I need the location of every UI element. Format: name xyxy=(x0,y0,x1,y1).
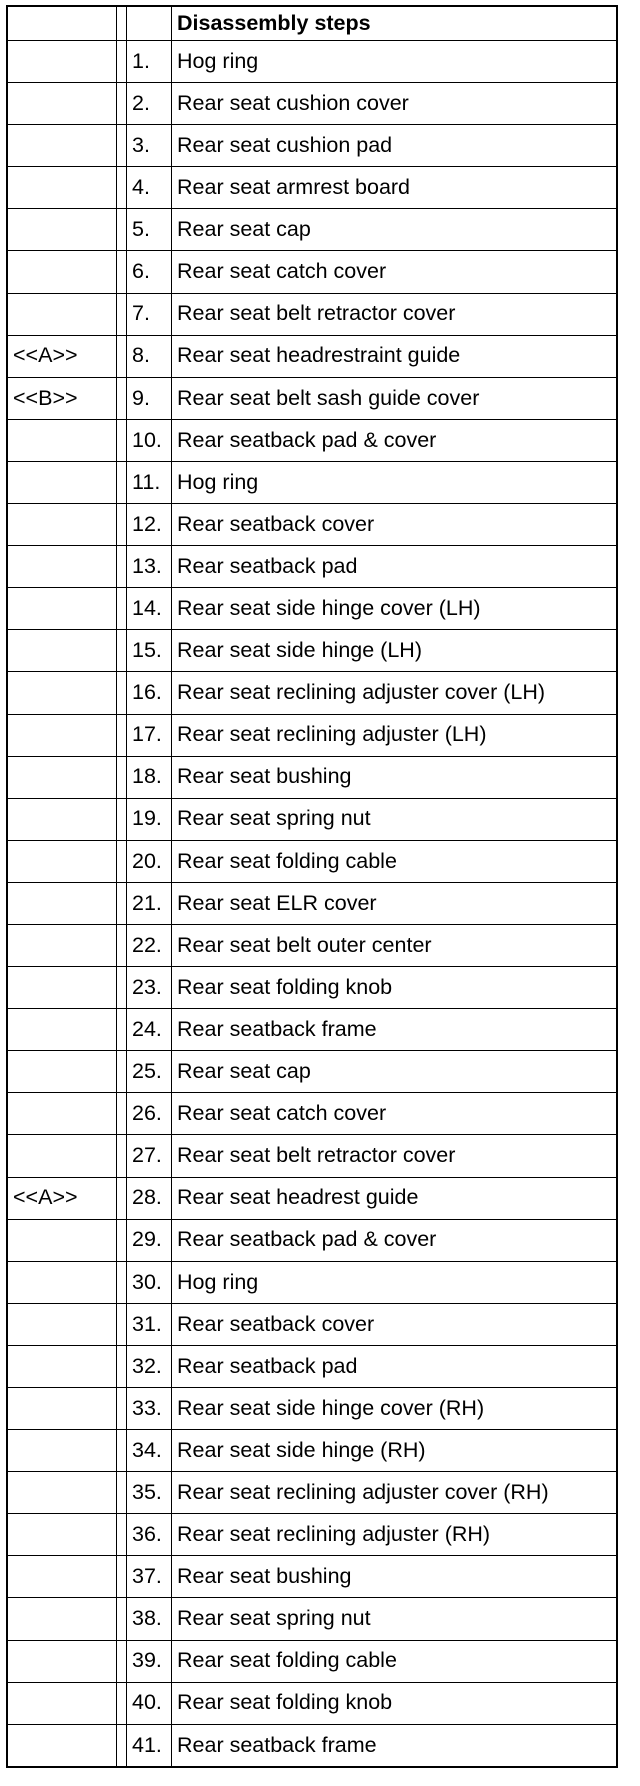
table-row xyxy=(7,1598,617,1640)
table-row xyxy=(7,882,617,924)
step-name: Rear seat side hinge (RH) xyxy=(172,1430,618,1472)
step-code xyxy=(7,1093,117,1135)
step-number: 13. xyxy=(127,546,172,588)
step-gap xyxy=(117,1219,127,1261)
table-row xyxy=(7,1177,617,1219)
table-row xyxy=(7,840,617,882)
step-code xyxy=(7,798,117,840)
step-number: 37. xyxy=(127,1556,172,1598)
step-gap xyxy=(117,504,127,546)
table-row xyxy=(7,1219,617,1261)
step-name: Rear seat side hinge (LH) xyxy=(172,630,618,672)
table-row xyxy=(7,83,617,125)
table-row xyxy=(7,1345,617,1387)
step-number: 19. xyxy=(127,798,172,840)
step-gap xyxy=(117,1261,127,1303)
step-code xyxy=(7,924,117,966)
step-code xyxy=(7,1219,117,1261)
step-number: 34. xyxy=(127,1430,172,1472)
step-gap xyxy=(117,1598,127,1640)
step-gap xyxy=(117,251,127,293)
step-name: Rear seat folding knob xyxy=(172,1682,618,1724)
step-code xyxy=(7,209,117,251)
step-number: 9. xyxy=(127,377,172,419)
table-row xyxy=(7,1303,617,1345)
step-name: Rear seat catch cover xyxy=(172,251,618,293)
step-gap xyxy=(117,293,127,335)
step-gap xyxy=(117,419,127,461)
step-code xyxy=(7,1640,117,1682)
step-code xyxy=(7,1345,117,1387)
step-name: Rear seat reclining adjuster cover (LH) xyxy=(172,672,618,714)
step-code xyxy=(7,293,117,335)
step-name: Rear seatback pad xyxy=(172,546,618,588)
step-number: 38. xyxy=(127,1598,172,1640)
step-gap xyxy=(117,1388,127,1430)
step-number: 23. xyxy=(127,967,172,1009)
table-row xyxy=(7,1261,617,1303)
step-number: 16. xyxy=(127,672,172,714)
step-gap xyxy=(117,546,127,588)
step-gap xyxy=(117,1514,127,1556)
step-name: Rear seat cap xyxy=(172,1051,618,1093)
table-row xyxy=(7,461,617,503)
step-code xyxy=(7,1051,117,1093)
step-code: <<A>> xyxy=(7,335,117,377)
step-name: Rear seat bushing xyxy=(172,756,618,798)
step-number: 33. xyxy=(127,1388,172,1430)
step-number: 12. xyxy=(127,504,172,546)
step-number: 26. xyxy=(127,1093,172,1135)
step-name: Rear seat ELR cover xyxy=(172,882,618,924)
table-row xyxy=(7,756,617,798)
step-number: 14. xyxy=(127,588,172,630)
table-row xyxy=(7,167,617,209)
table-row xyxy=(7,419,617,461)
step-name: Rear seatback pad xyxy=(172,1345,618,1387)
step-code xyxy=(7,1388,117,1430)
step-name: Rear seat armrest board xyxy=(172,167,618,209)
step-number: 25. xyxy=(127,1051,172,1093)
step-gap xyxy=(117,1640,127,1682)
step-number: 27. xyxy=(127,1135,172,1177)
step-name: Rear seat catch cover xyxy=(172,1093,618,1135)
step-number: 21. xyxy=(127,882,172,924)
step-code xyxy=(7,588,117,630)
table-row xyxy=(7,1724,617,1767)
step-name: Rear seatback frame xyxy=(172,1724,618,1767)
step-gap xyxy=(117,672,127,714)
table-row xyxy=(7,251,617,293)
step-name: Rear seat reclining adjuster cover (RH) xyxy=(172,1472,618,1514)
step-gap xyxy=(117,1177,127,1219)
step-code xyxy=(7,546,117,588)
step-name: Rear seat belt sash guide cover xyxy=(172,377,618,419)
step-number: 4. xyxy=(127,167,172,209)
step-name: Rear seat headrest guide xyxy=(172,1177,618,1219)
step-gap xyxy=(117,1430,127,1472)
step-name: Rear seat folding cable xyxy=(172,1640,618,1682)
step-code xyxy=(7,1682,117,1724)
step-number: 31. xyxy=(127,1303,172,1345)
step-gap xyxy=(117,1051,127,1093)
step-name: Hog ring xyxy=(172,41,618,83)
step-code xyxy=(7,461,117,503)
step-number: 3. xyxy=(127,125,172,167)
step-code xyxy=(7,251,117,293)
step-number: 15. xyxy=(127,630,172,672)
step-gap xyxy=(117,882,127,924)
step-gap xyxy=(117,840,127,882)
table-row xyxy=(7,125,617,167)
table-row xyxy=(7,1135,617,1177)
table-row xyxy=(7,1051,617,1093)
step-code xyxy=(7,83,117,125)
step-name: Rear seat reclining adjuster (RH) xyxy=(172,1514,618,1556)
step-name: Rear seatback pad & cover xyxy=(172,419,618,461)
step-code xyxy=(7,1598,117,1640)
table-row xyxy=(7,1009,617,1051)
table-row xyxy=(7,672,617,714)
step-number: 10. xyxy=(127,419,172,461)
table-row xyxy=(7,377,617,419)
step-code xyxy=(7,1514,117,1556)
header-code-cell xyxy=(7,6,117,41)
step-gap xyxy=(117,1345,127,1387)
step-number: 32. xyxy=(127,1345,172,1387)
step-code xyxy=(7,1430,117,1472)
step-number: 40. xyxy=(127,1682,172,1724)
step-number: 2. xyxy=(127,83,172,125)
header-number-cell xyxy=(127,6,172,41)
step-gap xyxy=(117,588,127,630)
table-row xyxy=(7,41,617,83)
table-row xyxy=(7,335,617,377)
step-name: Rear seat spring nut xyxy=(172,798,618,840)
step-code: <<B>> xyxy=(7,377,117,419)
table-row xyxy=(7,209,617,251)
step-name: Rear seat folding cable xyxy=(172,840,618,882)
step-gap xyxy=(117,924,127,966)
step-number: 17. xyxy=(127,714,172,756)
table-row xyxy=(7,504,617,546)
step-code xyxy=(7,714,117,756)
step-number: 22. xyxy=(127,924,172,966)
step-number: 28. xyxy=(127,1177,172,1219)
step-name: Rear seat bushing xyxy=(172,1556,618,1598)
step-number: 29. xyxy=(127,1219,172,1261)
table-row xyxy=(7,1514,617,1556)
step-number: 1. xyxy=(127,41,172,83)
step-name: Rear seat side hinge cover (LH) xyxy=(172,588,618,630)
table-row xyxy=(7,1682,617,1724)
step-code xyxy=(7,882,117,924)
step-gap xyxy=(117,714,127,756)
table-row xyxy=(7,1430,617,1472)
step-code xyxy=(7,756,117,798)
step-number: 7. xyxy=(127,293,172,335)
step-code xyxy=(7,504,117,546)
table-row xyxy=(7,588,617,630)
step-gap xyxy=(117,377,127,419)
header-gap-cell xyxy=(117,6,127,41)
step-name: Rear seat belt retractor cover xyxy=(172,1135,618,1177)
step-number: 6. xyxy=(127,251,172,293)
step-gap xyxy=(117,967,127,1009)
step-code xyxy=(7,672,117,714)
table-row xyxy=(7,1472,617,1514)
step-number: 36. xyxy=(127,1514,172,1556)
step-code xyxy=(7,1472,117,1514)
step-code xyxy=(7,840,117,882)
step-name: Rear seat side hinge cover (RH) xyxy=(172,1388,618,1430)
table-row xyxy=(7,1388,617,1430)
step-gap xyxy=(117,756,127,798)
step-name: Rear seat belt retractor cover xyxy=(172,293,618,335)
step-number: 41. xyxy=(127,1724,172,1767)
step-gap xyxy=(117,1093,127,1135)
step-name: Hog ring xyxy=(172,1261,618,1303)
step-gap xyxy=(117,1472,127,1514)
step-code xyxy=(7,1135,117,1177)
step-name: Rear seat spring nut xyxy=(172,1598,618,1640)
step-gap xyxy=(117,461,127,503)
step-code xyxy=(7,630,117,672)
table-row xyxy=(7,924,617,966)
step-name: Hog ring xyxy=(172,461,618,503)
header-title: Disassembly steps xyxy=(172,6,618,41)
step-name: Rear seat cushion pad xyxy=(172,125,618,167)
step-gap xyxy=(117,1009,127,1051)
table-row xyxy=(7,967,617,1009)
table-row xyxy=(7,293,617,335)
step-code xyxy=(7,967,117,1009)
table-row xyxy=(7,1093,617,1135)
step-number: 5. xyxy=(127,209,172,251)
step-gap xyxy=(117,1682,127,1724)
step-gap xyxy=(117,83,127,125)
table-row xyxy=(7,798,617,840)
table-row xyxy=(7,630,617,672)
step-name: Rear seatback cover xyxy=(172,1303,618,1345)
step-name: Rear seat cushion cover xyxy=(172,83,618,125)
table-row xyxy=(7,1556,617,1598)
step-code xyxy=(7,1009,117,1051)
step-code xyxy=(7,1303,117,1345)
step-number: 8. xyxy=(127,335,172,377)
step-gap xyxy=(117,125,127,167)
table-body xyxy=(7,6,617,1767)
step-gap xyxy=(117,1556,127,1598)
step-code: <<A>> xyxy=(7,1177,117,1219)
table-row xyxy=(7,1640,617,1682)
step-number: 35. xyxy=(127,1472,172,1514)
step-gap xyxy=(117,630,127,672)
step-number: 24. xyxy=(127,1009,172,1051)
step-gap xyxy=(117,1135,127,1177)
step-code xyxy=(7,167,117,209)
step-name: Rear seat belt outer center xyxy=(172,924,618,966)
step-name: Rear seatback frame xyxy=(172,1009,618,1051)
step-name: Rear seat reclining adjuster (LH) xyxy=(172,714,618,756)
step-number: 11. xyxy=(127,461,172,503)
step-name: Rear seatback cover xyxy=(172,504,618,546)
step-code xyxy=(7,419,117,461)
step-gap xyxy=(117,1303,127,1345)
step-gap xyxy=(117,1724,127,1767)
step-gap xyxy=(117,209,127,251)
header-row xyxy=(7,6,617,41)
step-name: Rear seatback pad & cover xyxy=(172,1219,618,1261)
step-name: Rear seat folding knob xyxy=(172,967,618,1009)
step-gap xyxy=(117,798,127,840)
step-code xyxy=(7,1261,117,1303)
step-number: 39. xyxy=(127,1640,172,1682)
table-row xyxy=(7,714,617,756)
step-number: 18. xyxy=(127,756,172,798)
step-number: 20. xyxy=(127,840,172,882)
step-code xyxy=(7,1724,117,1767)
step-name: Rear seat headrestraint guide xyxy=(172,335,618,377)
step-name: Rear seat cap xyxy=(172,209,618,251)
step-gap xyxy=(117,167,127,209)
step-code xyxy=(7,125,117,167)
disassembly-steps-table xyxy=(6,5,618,1768)
step-number: 30. xyxy=(127,1261,172,1303)
table-row xyxy=(7,546,617,588)
step-code xyxy=(7,41,117,83)
step-gap xyxy=(117,335,127,377)
step-code xyxy=(7,1556,117,1598)
step-gap xyxy=(117,41,127,83)
